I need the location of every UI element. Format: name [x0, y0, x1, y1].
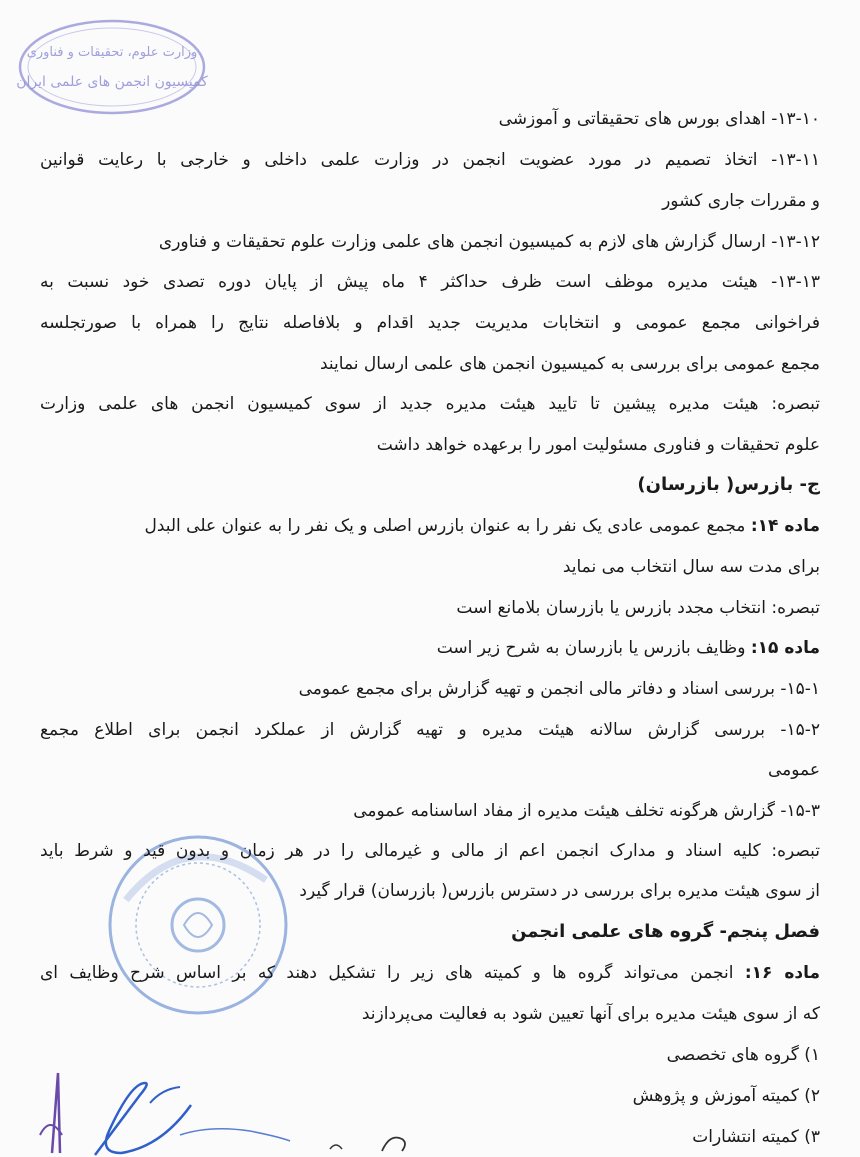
note-documents: تبصره: کلیه اسناد و مدارک انجمن اعم از مالی و غیرمالی را در هر زمان و بدون قید و شرط باید [40, 841, 820, 861]
list-item-publications: ۳) کمیته انتشارات [692, 1127, 820, 1147]
clause-13-13-cont1: فراخوانی مجمع عمومی و انتخابات مدیریت جدید اقدام و بلافاصله نتایج را همراه با صورتجلسه [40, 313, 820, 333]
clause-13-12: ۱۳-۱۲- ارسال گزارش های لازم به کمیسیون انجمن های علمی وزارت علوم تحقیقات و فناوری [158, 232, 820, 252]
note-documents-cont: از سوی هیئت مدیره برای بررسی در دسترس بازرس( بازرسان) قرار گیرد [299, 881, 820, 901]
article-15-text: وظایف بازرس یا بازرسان به شرح زیر است [436, 638, 751, 658]
svg-text:کمیسیون انجمن های علمی ایران: کمیسیون انجمن های علمی ایران [16, 74, 208, 90]
article-15 [437, 636, 820, 660]
svg-text:وزارت علوم، تحقیقات و فناوری: وزارت علوم، تحقیقات و فناوری [26, 45, 198, 60]
article-16 [40, 961, 820, 985]
clause-15-2: ۱۵-۲- بررسی گزارش سالانه هیئت مدیره و تهیه گزارش از عملکرد انجمن برای اطلاع مجمع [40, 720, 820, 740]
clause-13-13-cont2: مجمع عمومی برای بررسی به کمیسیون انجمن های علمی ارسال نمایند [319, 354, 820, 374]
signature [0, 1065, 420, 1157]
list-item-education-research: ۲) کمیته آموزش و پژوهش [632, 1086, 820, 1106]
clause-15-1: ۱۵-۱- بررسی اسناد و دفاتر مالی انجمن و تهیه گزارش برای مجمع عمومی [298, 679, 820, 699]
section-heading-inspectors: ج- بازرس( بازرسان) [637, 474, 820, 495]
clause-13-10: ۱۳-۱۰- اهدای بورس های تحقیقاتی و آموزشی [498, 109, 820, 129]
article-16-label: ماده ۱۶: [744, 963, 820, 983]
clause-13-11-cont: و مقررات جاری کشور [662, 191, 820, 211]
chapter-heading-groups: فصل پنجم- گروه های علمی انجمن [511, 921, 820, 942]
article-14-label: ماده ۱۴: [750, 516, 820, 536]
oval-stamp [12, 12, 212, 122]
article-16-text: انجمن می‌تواند گروه ها و کمیته های زیر را تشکیل دهند که بر اساس شرح وظایف ای [40, 963, 745, 983]
clause-13-11: ۱۳-۱۱- اتخاذ تصمیم در مورد عضویت انجمن در وزارت علمی داخلی و خارجی با رعایت قوانین [40, 150, 820, 170]
note-reelection: تبصره: انتخاب مجدد بازرس یا بازرسان بلامانع است [456, 598, 820, 618]
article-16-cont: که از سوی هیئت مدیره برای آنها تعیین شود به فعالیت می‌پردازند [361, 1004, 820, 1024]
clause-15-2-cont: عمومی [767, 760, 820, 780]
list-item-specialist-groups: ۱) گروه های تخصصی [666, 1045, 820, 1065]
article-15-label: ماده ۱۵: [750, 638, 820, 658]
note-board-cont: علوم تحقیقات و فناوری مسئولیت امور را برعهده خواهد داشت [376, 435, 820, 455]
clause-13-13: ۱۳-۱۳- هیئت مدیره موظف است ظرف حداکثر ۴ ماه پیش از پایان دوره تصدی خود نسبت به [40, 272, 820, 292]
clause-15-3: ۱۵-۳- گزارش هرگونه تخلف هیئت مدیره از مفاد اساسنامه عمومی [353, 801, 820, 821]
note-board: تبصره: هیئت مدیره پیشین تا تایید هیئت مدیره جدید از سوی کمیسیون انجمن های علمی وزارت [40, 394, 820, 414]
article-14-cont: برای مدت سه سال انتخاب می نماید [562, 557, 820, 577]
article-14 [144, 514, 820, 538]
article-14-text: مجمع عمومی عادی یک نفر را به عنوان بازرس اصلی و یک نفر را به عنوان علی البدل [144, 516, 751, 536]
